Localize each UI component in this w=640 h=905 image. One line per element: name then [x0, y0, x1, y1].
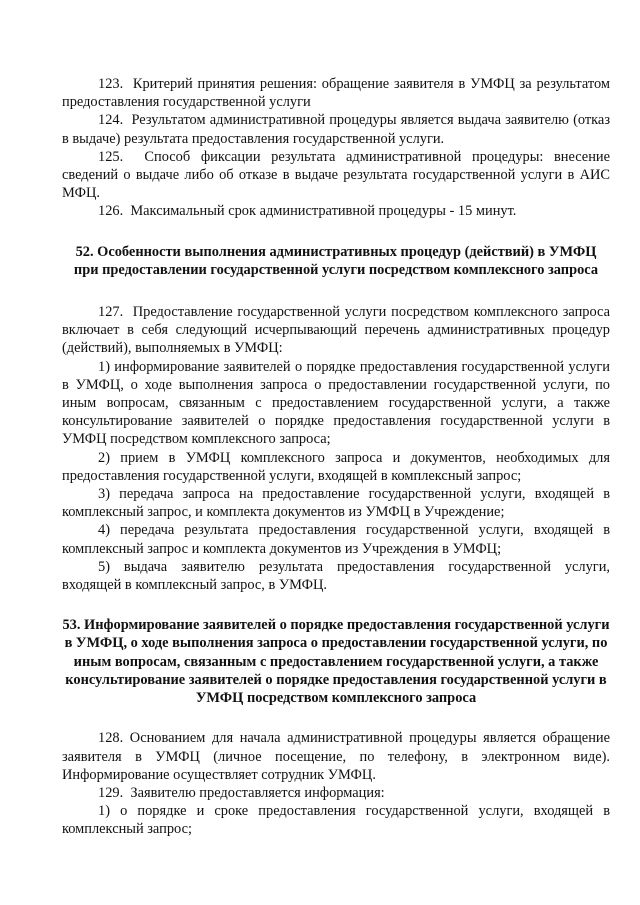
paragraph-127: 127. Предоставление государственной услуги посредством комплексного запроса включает в себя следующий исчерпывающий перечень административных процедур (действий), выполняемых в УМФЦ:: [62, 304, 610, 357]
list-item-127-5: 5) выдача заявителю результата предоставления государственной услуги, входящей в комплексный запрос, в УМФЦ.: [62, 558, 610, 594]
list-item-127-2: 2) прием в УМФЦ комплексного запроса и документов, необходимых для предоставления государственной услуги, входящей в комплексный запрос;: [62, 449, 610, 484]
paragraph-123: 123. Критерий принятия решения: обращение заявителя в УМФЦ за результатом предоставления государственной услуги: [62, 76, 610, 111]
section-53-heading-text: 53. Информирование заявителей о порядке предоставления государственной услуги в УМФЦ, о ходе выполнения запроса о предоставлении государственной услуги, по иным вопросам, связанным с предоставлением государственной услуги, а также консультирование заявителей о порядке предоставления государственной услуги в УМФЦ посредством комплексного запроса: [62, 617, 610, 707]
section-53-heading: [62, 616, 610, 707]
paragraph-129: 129. Заявителю предоставляется информация:: [98, 784, 385, 801]
list-item-127-1: 1) информирование заявителей о порядке предоставления государственной услуги в УМФЦ, о ходе выполнения запроса о предоставлении государственной услуги, по иным вопросам, связанным с предоставлением государственной услуги, а также консультирование заявителей о порядке предоставления государственной услуги в УМФЦ посредством комплексного запроса;: [62, 358, 610, 448]
section-52-heading: [62, 243, 610, 279]
paragraph-125: 125. Способ фиксации результата административной процедуры: внесение сведений о выдаче либо об отказе в выдаче результата государственной услуги в АИС МФЦ.: [62, 148, 610, 202]
document-page: [62, 75, 610, 839]
list-item-127-4: 4) передача результата предоставления государственной услуги, входящей в комплексный запрос и комплекта документов из Учреждения в УМФЦ;: [62, 522, 610, 557]
section-52-heading-text: 52. Особенности выполнения административных процедур (действий) в УМФЦ при предоставлении государственной услуги посредством комплексного запроса: [73, 243, 599, 278]
paragraph-124: 124. Результатом административной процедуры является выдача заявителю (отказ в выдаче) результата предоставления государственной услуги.: [62, 112, 610, 147]
list-item-129-1: 1) о порядке и сроке предоставления государственной услуги, входящей в комплексный запрос;: [62, 803, 610, 838]
list-item-127-3: 3) передача запроса на предоставление государственной услуги, входящей в комплексный запрос, и комплекта документов из УМФЦ в Учреждение;: [62, 486, 610, 521]
paragraph-128: 128. Основанием для начала административной процедуры является обращение заявителя в УМФЦ (личное посещение, по телефону, в электронном виде). Информирование осуществляет сотрудник УМФЦ.: [62, 730, 610, 783]
paragraph-126: 126. Максимальный срок административной процедуры - 15 минут.: [98, 203, 517, 220]
